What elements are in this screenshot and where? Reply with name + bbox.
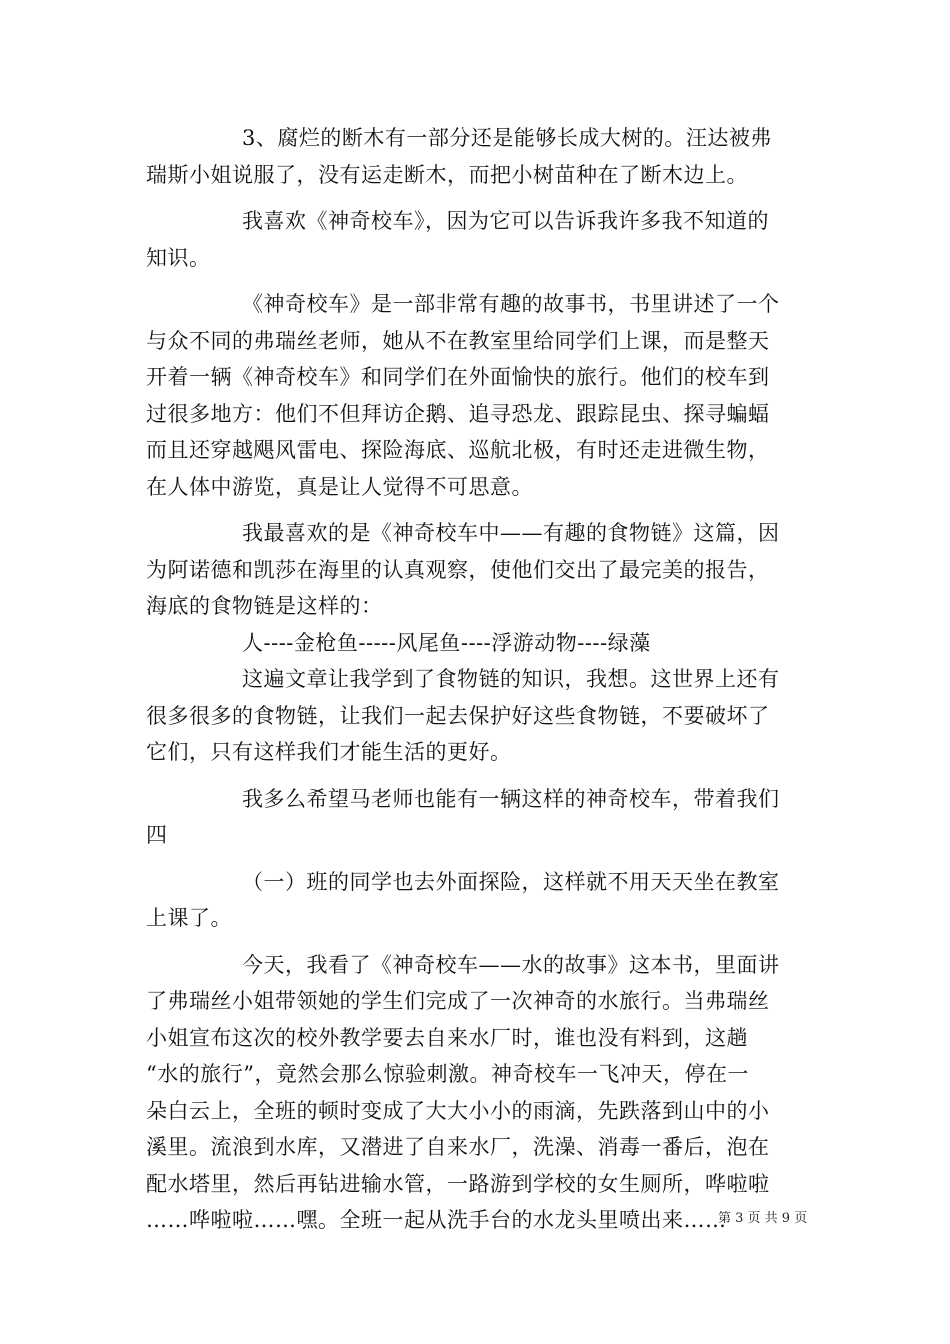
paragraph [146,203,808,276]
text-line: 很多很多的食物链，让我们一起去保护好这些食物链，不要破坏了 [146,703,770,728]
text-line: 我多么希望马老师也能有一辆这样的神奇校车，带着我们 [242,786,780,811]
text-line: 四 [146,823,168,847]
text-line: 而且还穿越飓风雷电、探险海底、巡航北极，有时还走进微生物， [146,438,770,462]
paragraph [146,120,808,193]
text-line: 海底的食物链是这样的： [146,594,383,618]
text-line: 知识。 [146,245,211,270]
paragraph [146,781,808,854]
page-footer: 第 3 页 共 9 页 [718,1211,808,1226]
food-chain-line: 人----金枪鱼-----风尾鱼----浮游动物----绿藻 [242,630,651,655]
text-line: 我喜欢《神奇校车》，因为它可以告诉我许多我不知道的 [242,209,769,233]
text-line: 小姐宣布这次的校外教学要去自来水厂时，谁也没有料到，这趟 [146,1025,748,1050]
paragraph [146,864,808,937]
text-line: 《神奇校车》是一部非常有趣的故事书，书里讲述了一个 [242,292,780,316]
text-line: ……哗啦啦……嘿。全班一起从洗手台的水龙头里喷出来…… [146,1208,727,1232]
text-line: 上课了。 [146,906,232,930]
text-line: 3、腐烂的断木有一部分还是能够长成大树的。汪达被弗 [242,126,772,150]
text-line: 瑞斯小姐说服了，没有运走断木，而把小树苗种在了断木边上。 [146,162,748,187]
text-line: 开着一辆《神奇校车》和同学们在外面愉快的旅行。他们的校车到 [146,365,770,389]
text-line: 我最喜欢的是《神奇校车中——有趣的食物链》这篇，因 [242,521,780,545]
paragraph [146,286,808,505]
text-line: 与众不同的弗瑞丝老师，她从不在教室里给同学们上课，而是整天 [146,328,770,353]
paragraph [146,515,808,771]
text-line: 为阿诺德和凯莎在海里的认真观察，使他们交出了最完美的报告， [146,557,770,582]
text-line: 这遍文章让我学到了食物链的知识，我想。这世界上还有 [242,667,780,691]
text-line: “水的旅行”，竟然会那么惊验刺激。神奇校车一飞冲天，停在一 [146,1062,749,1086]
text-line: （一）班的同学也去外面探险，这样就不用天天坐在教室 [242,869,780,894]
text-line: 过很多地方：他们不但拜访企鹅、追寻恐龙、跟踪昆虫、探寻蝙蝠 [146,401,770,426]
text-line: 今天，我看了《神奇校车——水的故事》这本书，里面讲 [242,952,780,977]
text-line: 朵白云上，全班的顿时变成了大大小小的雨滴，先跌落到山中的小 [146,1098,770,1123]
text-line: 溪里。流浪到水库，又潜进了自来水厂，洗澡、消毒一番后，泡在 [146,1135,770,1159]
text-line: 了弗瑞丝小姐带领她的学生们完成了一次神奇的水旅行。当弗瑞丝 [146,989,770,1013]
text-line: 它们，只有这样我们才能生活的更好。 [146,740,512,764]
text-line: 在人体中游览，真是让人觉得不可思意。 [146,474,533,499]
text-line: 配水塔里，然后再钻进输水管，一路游到学校的女生厕所，哗啦啦 [146,1171,770,1196]
document-body [146,120,808,1249]
paragraph [146,947,808,1239]
